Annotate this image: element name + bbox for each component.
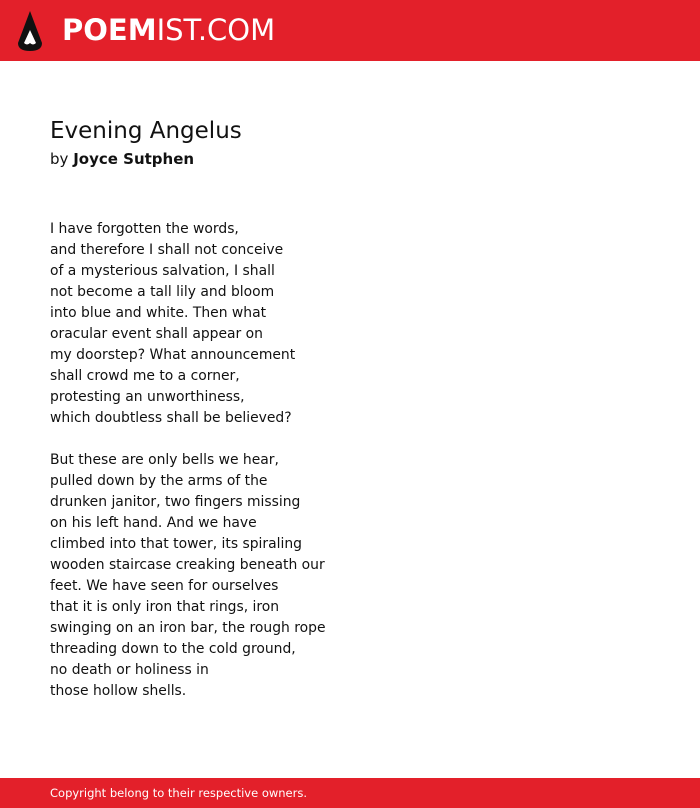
poem-line: into blue and white. Then what <box>50 305 267 321</box>
poem-line: that it is only iron that rings, iron <box>50 599 280 615</box>
poem-line: feet. We have seen for ourselves <box>50 578 279 594</box>
poem-line: pulled down by the arms of the <box>50 473 268 489</box>
poem-line: not become a tall lily and bloom <box>50 284 275 300</box>
poem-line: But these are only bells we hear, <box>50 452 279 468</box>
logo-bold-text: POEM <box>62 13 157 47</box>
site-footer <box>0 778 700 808</box>
poem-line: my doorstep? What announcement <box>50 347 296 363</box>
poem-stanza <box>50 450 470 702</box>
byline <box>50 148 194 170</box>
poem-stanza <box>50 219 470 429</box>
poem-line: of a mysterious salvation, I shall <box>50 263 275 279</box>
pencil-tip-icon[interactable] <box>17 10 43 52</box>
poem-line: swinging on an iron bar, the rough rope <box>50 620 326 636</box>
poem-line: and therefore I shall not conceive <box>50 242 284 258</box>
poem-line: which doubtless shall be believed? <box>50 410 292 426</box>
poem-line: threading down to the cold ground, <box>50 641 296 657</box>
site-logo[interactable] <box>62 13 275 47</box>
poem-title: Evening Angelus <box>50 118 242 144</box>
poem-line: protesting an unworthiness, <box>50 389 245 405</box>
poem-line: shall crowd me to a corner, <box>50 368 240 384</box>
poem-line: no death or holiness in <box>50 662 209 678</box>
poem-line: those hollow shells. <box>50 683 187 699</box>
by-label: by <box>50 150 69 168</box>
poem-line: wooden staircase creaking beneath our <box>50 557 325 573</box>
poem-body <box>50 219 470 723</box>
site-header <box>0 0 700 61</box>
poem-line: oracular event shall appear on <box>50 326 263 342</box>
copyright-text: Copyright belong to their respective owners. <box>50 786 308 800</box>
poem-line: I have forgotten the words, <box>50 221 239 237</box>
poem-line: climbed into that tower, its spiraling <box>50 536 302 552</box>
poem-line: on his left hand. And we have <box>50 515 257 531</box>
poem-line: drunken janitor, two fingers missing <box>50 494 301 510</box>
logo-light-text: IST.COM <box>156 13 276 47</box>
author-name: Joyce Sutphen <box>73 150 195 168</box>
